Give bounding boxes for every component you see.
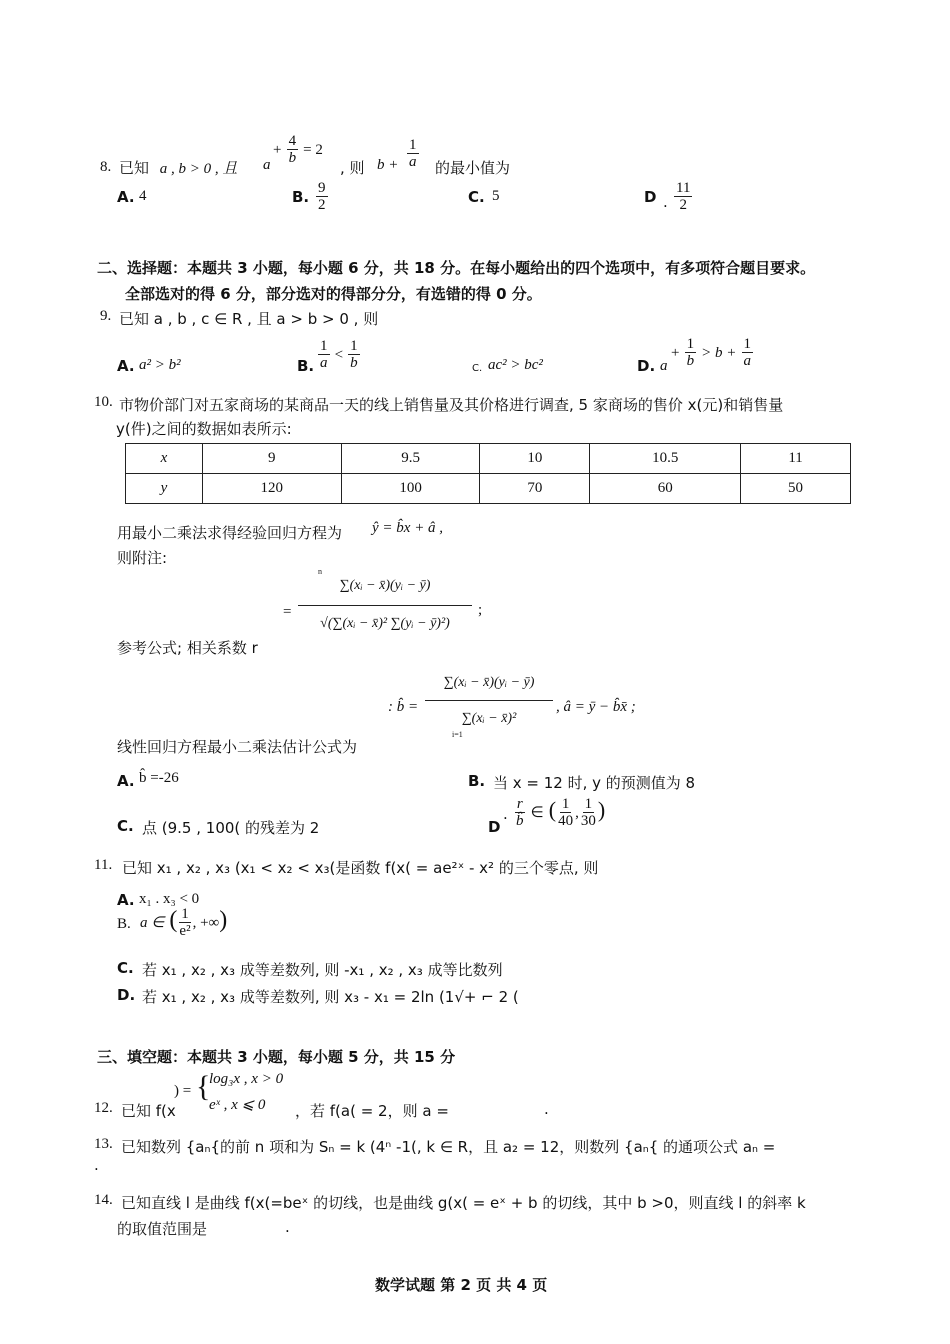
q8-option-d-dot: . (663, 193, 668, 211)
q10-b-sum-bottom: i=1 (452, 730, 463, 739)
q10-option-c-value: 点 (9.5 , 100( 的残差为 2 (142, 819, 320, 837)
section2-instructions: 全部选对的得 6 分，部分选对的得部分分，有选错的得 0 分。 (125, 285, 542, 303)
q8-stem: 已知 a , b > 0 , 且 (119, 159, 238, 177)
q10-regression-text: 用最小二乘法求得经验回归方程为 (117, 524, 343, 542)
table-cell: 60 (590, 474, 741, 504)
section3-heading: 三、填空题：本题共 3 小题，每小题 5 分，共 15 分 (97, 1048, 456, 1066)
q8-number: 8. (100, 159, 112, 175)
q12-number: 12. (94, 1100, 113, 1116)
q10-r-sum-top: n (318, 567, 322, 576)
q10-b-numerator: ∑(xᵢ − x̄)(yᵢ − ȳ) (443, 675, 535, 690)
table-row (126, 474, 851, 504)
q10-line2: y(件)之间的数据如表所示: (116, 420, 292, 438)
q11-number: 11. (94, 857, 113, 873)
table-cell: 100 (341, 474, 480, 504)
q8-option-a-value: 4 (139, 188, 147, 204)
q10-option-c-label: C. (117, 817, 134, 835)
q11-option-a-value: x₁ . x₃ < 0 (139, 891, 200, 907)
q10-line1: 市物价部门对五家商场的某商品一天的线上销售量及其价格进行调查, 5 家商场的售价 x(元)和销售量 (119, 396, 784, 414)
table-cell: 50 (741, 474, 851, 504)
q8-option-d-label: D (644, 188, 657, 206)
q10-option-d-label: D (488, 818, 501, 836)
q9-option-d-a: a (660, 358, 668, 374)
table-cell: 10 (480, 444, 590, 474)
q14-blank-end: . (285, 1218, 290, 1236)
q9-option-c-value: ac² > bc² (488, 357, 543, 373)
q11-option-b-label: B. (117, 916, 131, 932)
q8-option-a-label: A. (117, 188, 135, 206)
q8-option-c-value: 5 (492, 188, 500, 204)
q10-option-a-value: b̂ =-26 (139, 770, 179, 786)
q14-number: 14. (94, 1192, 113, 1208)
q10-regression-equation: ŷ = b̂x + â , (372, 520, 444, 536)
q13-blank-end: . (94, 1156, 99, 1174)
q9-number: 9. (100, 308, 112, 324)
q12-prefix: 已知 f(x (121, 1102, 176, 1120)
q12-case2: eˣ , x ⩽ 0 (209, 1097, 266, 1113)
q10-b-prefix: : b̂ = (388, 699, 419, 715)
q9-stem: 已知 a , b , c ∈ R , 且 a > b > 0 , 则 (119, 310, 379, 328)
q8-option-d-value: $\frac{11}{2}$ (676, 180, 691, 213)
q9-option-d-value: + $\frac{1}{b}$ > b + $\frac{1}{a}$ (671, 336, 751, 369)
q11-option-d-label: D. (117, 986, 136, 1004)
q11-option-b-value: a ∈ ( $\frac{1}{\text{e²}}$ , +∞) (140, 906, 228, 939)
table-cell: y (126, 474, 203, 504)
q13-line: 已知数列 {aₙ{的前 n 项和为 Sₙ = k (4ⁿ -1(, k ∈ R，且 a₂ = 12，则数列 {aₙ{ 的通项公式 aₙ = (121, 1138, 776, 1156)
q8-expr1: + $\frac{4}{b}$ = 2 (273, 133, 323, 166)
q10-b-denominator: ∑(xᵢ − x̄)² (461, 711, 517, 726)
q8-expr1-a: a (263, 157, 271, 173)
q10-reference-label: 参考公式; 相关系数 r (117, 639, 258, 657)
q10-linear-text: 线性回归方程最小二乘法估计公式为 (117, 738, 358, 756)
section2-heading: 二、选择题：本题共 3 小题，每小题 6 分，共 18 分。在每小题给出的四个选项中，有多项符合题目要求。 (97, 259, 816, 277)
q10-option-b-value: 当 x = 12 时, y 的预测值为 8 (493, 774, 696, 792)
q11-option-c-label: C. (117, 959, 134, 977)
q10-a-formula: , â = ȳ − b̂x̄ ; (556, 699, 636, 715)
q10-option-d-dot: . (503, 805, 508, 823)
q11-option-d-value: 若 x₁ , x₂ , x₃ 成等差数列, 则 x₃ - x₁ = 2ln (1√+ ⌐ 2 ( (142, 988, 519, 1006)
table-cell: 9 (202, 444, 341, 474)
q9-option-c-label: C. (472, 363, 483, 374)
table-cell: 70 (480, 474, 590, 504)
q12-brace: { (196, 1070, 211, 1103)
q8-option-b-value: $\frac{9}{2}$ (318, 180, 326, 213)
page-footer: 数学试题 第 2 页 共 4 页 (375, 1276, 548, 1294)
q10-r-equals: = (283, 604, 292, 620)
q10-number: 10. (94, 394, 113, 410)
q9-option-d-label: D. (637, 357, 656, 375)
table-cell: 10.5 (590, 444, 741, 474)
q8-expr2-frac: $\frac{1}{a}$ (409, 137, 417, 170)
q8-tail: 的最小值为 (435, 159, 511, 177)
q10-note: 则附注: (117, 549, 168, 567)
q14-line2: 的取值范围是 (117, 1220, 208, 1238)
q8-option-b-label: B. (292, 188, 310, 206)
q10-r-semicolon: ; (478, 602, 483, 618)
q11-stem: 已知 x₁ , x₂ , x₃ (x₁ < x₂ < x₃(是函数 f(x( = ae²ˣ - x² 的三个零点, 则 (122, 859, 599, 877)
q10-data-table (125, 443, 851, 504)
q8-expr2: b + (377, 157, 399, 173)
table-row (126, 444, 851, 474)
q9-option-a-value: a² > b² (139, 357, 181, 373)
q12-equals: ) = (174, 1083, 192, 1099)
q10-r-denominator: √(∑(xᵢ − x̄)² ∑(yᵢ − ȳ)²) (320, 616, 450, 631)
q10-b-formula (425, 665, 553, 736)
q9-option-b-label: B. (297, 357, 315, 375)
table-cell: 120 (202, 474, 341, 504)
table-cell: 11 (741, 444, 851, 474)
q9-option-a-label: A. (117, 357, 135, 375)
table-cell: 9.5 (341, 444, 480, 474)
q10-r-numerator: ∑(xᵢ − x̄)(yᵢ − ȳ) (339, 578, 431, 593)
q14-line1: 已知直线 l 是曲线 f(x(=beˣ 的切线，也是曲线 g(x( = eˣ + b 的切线，其中 b >0，则直线 l 的斜率 k (121, 1194, 806, 1212)
table-cell: x (126, 444, 203, 474)
q10-option-a-label: A. (117, 772, 135, 790)
q12-post: ，若 f(a( = 2，则 a = (295, 1102, 449, 1120)
q10-option-d-value: $\frac{r}{b̂}$ ∈ ( $\frac{1}{40}$ , $\frac{1}{30}$ ) (516, 796, 606, 829)
q8-then: , 则 (340, 159, 365, 177)
q12-blank-end: . (544, 1100, 549, 1118)
q9-option-b-value: $\frac{1}{a}$ < $\frac{1}{b}$ (320, 338, 358, 371)
q12-case1: log₃x , x > 0 (209, 1071, 284, 1087)
q11-option-c-value: 若 x₁ , x₂ , x₃ 成等差数列, 则 -x₁ , x₂ , x₃ 成等比数列 (142, 961, 503, 979)
q13-number: 13. (94, 1136, 113, 1152)
q11-option-a-label: A. (117, 891, 135, 909)
q10-option-b-label: B. (468, 772, 486, 790)
q10-r-formula (298, 567, 472, 642)
q8-option-c-label: C. (468, 188, 485, 206)
